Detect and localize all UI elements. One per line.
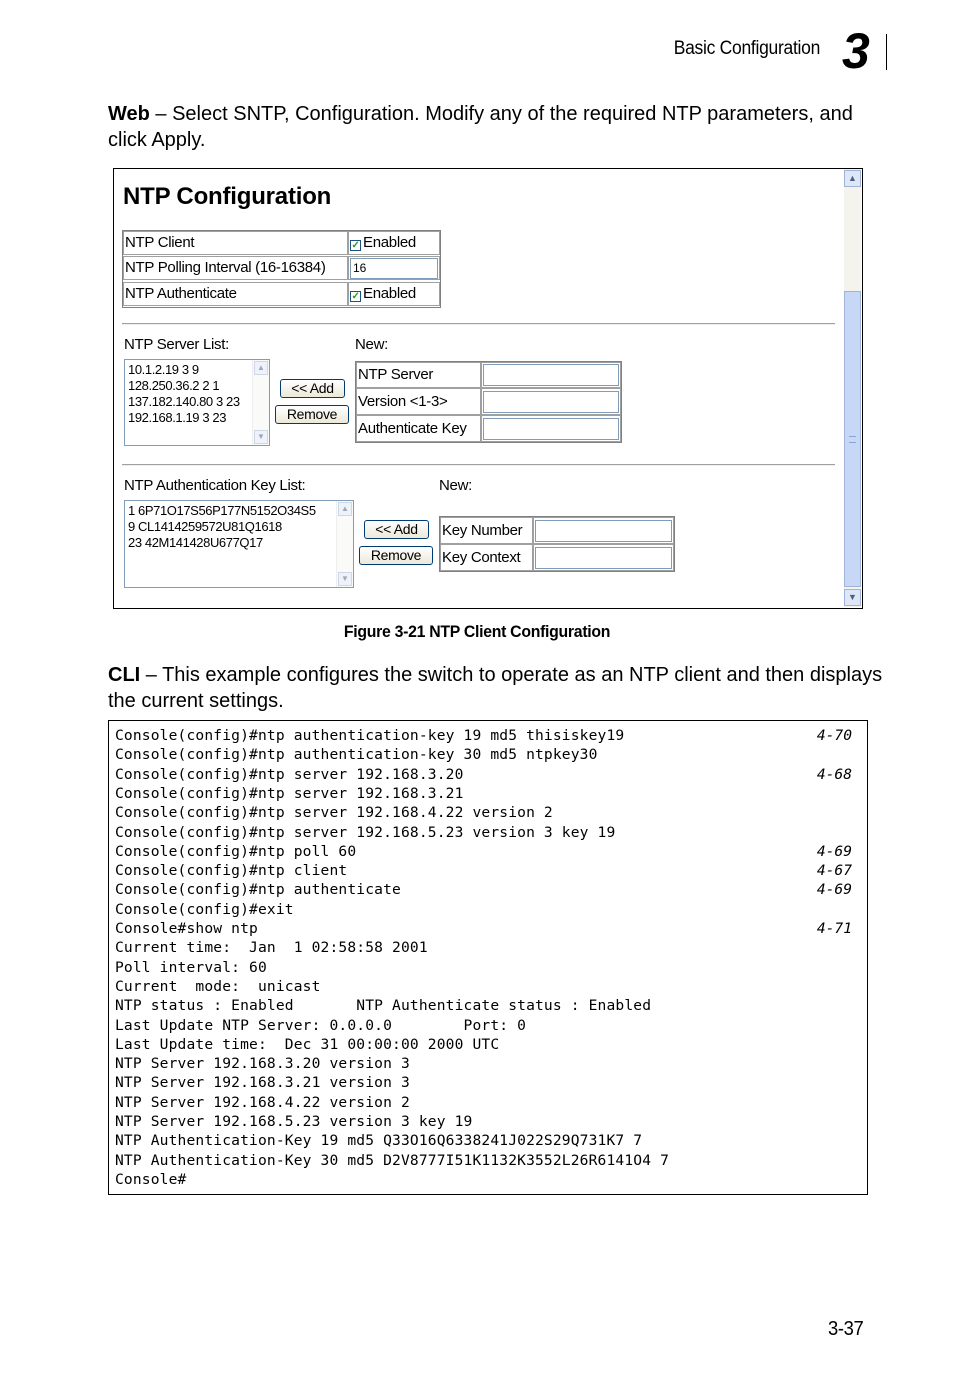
scroll-down-icon[interactable]: ▼ [254,430,268,444]
key-context-cell [533,544,674,571]
code-line: Console#show ntp [115,920,258,937]
key-number-input[interactable] [535,520,672,542]
list-scrollbar[interactable] [336,501,353,587]
key-context-label: Key Context [440,544,533,571]
running-header: Basic Configuration [673,38,820,59]
authenticate-key-input[interactable] [483,418,619,440]
ntp-server-input[interactable] [483,364,619,386]
header-rule [886,34,887,70]
ntp-client-value: Enabled [363,234,416,251]
page-number: 3-37 [828,1318,864,1340]
page-scrollbar[interactable] [844,169,861,607]
code-line: Console(config)#ntp authentication-key 30 md5 ntpkey30 [115,746,598,764]
list-item[interactable]: 23 42M141428U677Q17 [128,535,263,550]
cli-instructions [108,662,888,714]
version-cell [481,388,621,415]
scroll-up-icon[interactable]: ▲ [254,361,268,375]
code-line: Console(config)#ntp server 192.168.3.20 [115,765,464,783]
ntp-server-label: NTP Server [356,362,481,388]
version-label: Version <1-3> [356,388,481,415]
key-add-button[interactable]: << Add [364,520,429,539]
server-listbox[interactable] [124,359,270,446]
server-new-label: New: [355,336,388,353]
web-instructions [108,101,888,153]
key-listbox[interactable] [124,500,354,588]
code-line: NTP Server 192.168.4.22 version 2 [115,1093,410,1111]
scroll-up-icon[interactable]: ▲ [338,502,352,516]
version-input[interactable] [483,391,619,413]
page-reference: 4-71 [816,920,852,937]
page-reference: 4-67 [816,862,852,880]
code-line: Console(config)#ntp poll 60 [115,842,357,860]
code-line: Poll interval: 60 [115,958,267,976]
code-line: Last Update time: Dec 31 00:00:00 2000 UTC [115,1035,500,1053]
server-add-button[interactable]: << Add [280,379,345,398]
code-line: Console# [115,1170,187,1188]
code-line: NTP Server 192.168.3.21 version 3 [115,1074,410,1092]
scroll-up-icon[interactable]: ▲ [844,170,861,187]
cli-text: – This example configures the switch to operate as an NTP client and then displays the current settings. [108,664,883,712]
web-text: – Select SNTP, Configuration. Modify any of the required NTP parameters, and click Apply. [108,103,853,151]
ntp-server-cell [481,362,621,388]
code-line: Console(config)#ntp authentication-key 19 md5 thisiskey19 [115,727,625,744]
ntp-authenticate-value: Enabled [363,285,416,302]
code-line: NTP Server 192.168.3.20 version 3 [115,1055,410,1073]
code-line: Console(config)#ntp server 192.168.3.21 [115,784,464,802]
web-lead: Web [108,103,150,125]
polling-interval-input[interactable]: 16 [350,258,438,279]
code-line: NTP Authentication-Key 30 md5 D2V8777I51K1132K3552L26R6141O4 7 [115,1151,670,1169]
key-new-label: New: [439,477,472,494]
ntp-authenticate-label: NTP Authenticate [123,282,348,306]
code-line: NTP Server 192.168.5.23 version 3 key 19 [115,1113,473,1130]
page-reference: 4-68 [816,765,852,783]
grip-icon [849,436,856,443]
list-item[interactable]: 10.1.2.19 3 9 [128,362,199,377]
key-list-label: NTP Authentication Key List: [124,477,306,494]
polling-interval-cell [348,256,440,280]
divider [122,464,835,466]
page-reference: 4-69 [816,842,852,860]
code-line: Console(config)#ntp server 192.168.4.22 version 2 [115,804,553,822]
server-remove-button[interactable]: Remove [275,405,349,424]
authenticate-key-label: Authenticate Key [356,415,481,442]
code-line: Console(config)#exit [115,900,294,918]
key-number-label: Key Number [440,517,533,544]
page-reference: 4-70 [816,727,852,744]
code-line: NTP Authentication-Key 19 md5 Q33O16Q6338241J022S29Q731K7 7 [115,1132,643,1150]
list-item[interactable]: 9 CL1414259572U81Q1618 [128,519,282,534]
figure-caption: Figure 3-21 NTP Client Configuration [343,622,611,641]
scroll-down-icon[interactable]: ▼ [844,589,861,606]
ntp-authenticate-checkbox[interactable]: ✓ [351,291,360,302]
code-line: Last Update NTP Server: 0.0.0.0 Port: 0 [115,1016,527,1034]
divider [122,323,835,325]
list-item[interactable]: 137.182.140.80 3 23 [128,394,240,409]
list-scrollbar[interactable] [252,360,269,445]
code-line: Console(config)#ntp server 192.168.5.23 version 3 key 19 [115,823,616,841]
cli-lead: CLI [108,664,141,686]
list-item[interactable]: 192.168.1.19 3 23 [128,410,227,425]
ntp-authenticate-cell [348,282,440,306]
chapter-number: 3 [842,23,870,79]
ntp-client-checkbox[interactable]: ✓ [351,240,360,251]
scroll-thumb[interactable] [844,291,861,587]
code-line: Current time: Jan 1 02:58:58 2001 [115,939,428,957]
list-item[interactable]: 128.250.36.2 2 1 [128,378,220,393]
code-line: Console(config)#ntp authenticate [115,881,401,899]
ntp-client-cell [348,231,440,255]
ntp-config-title: NTP Configuration [123,183,332,210]
code-line: NTP status : Enabled NTP Authenticate status : Enabled [115,997,652,1015]
page-reference: 4-69 [816,881,852,899]
list-item[interactable]: 1 6P71O17S56P177N5152O34S5 [128,503,316,518]
code-line: Current mode: unicast [115,977,321,995]
authenticate-key-cell [481,415,621,442]
ntp-client-label: NTP Client [123,231,348,255]
scroll-down-icon[interactable]: ▼ [338,572,352,586]
server-list-label: NTP Server List: [124,336,229,353]
key-number-cell [533,517,674,544]
code-line: Console(config)#ntp client [115,862,348,880]
key-remove-button[interactable]: Remove [359,546,433,565]
cli-code-block [108,720,868,1195]
key-context-input[interactable] [535,547,672,569]
polling-interval-label: NTP Polling Interval (16-16384) [123,256,348,280]
